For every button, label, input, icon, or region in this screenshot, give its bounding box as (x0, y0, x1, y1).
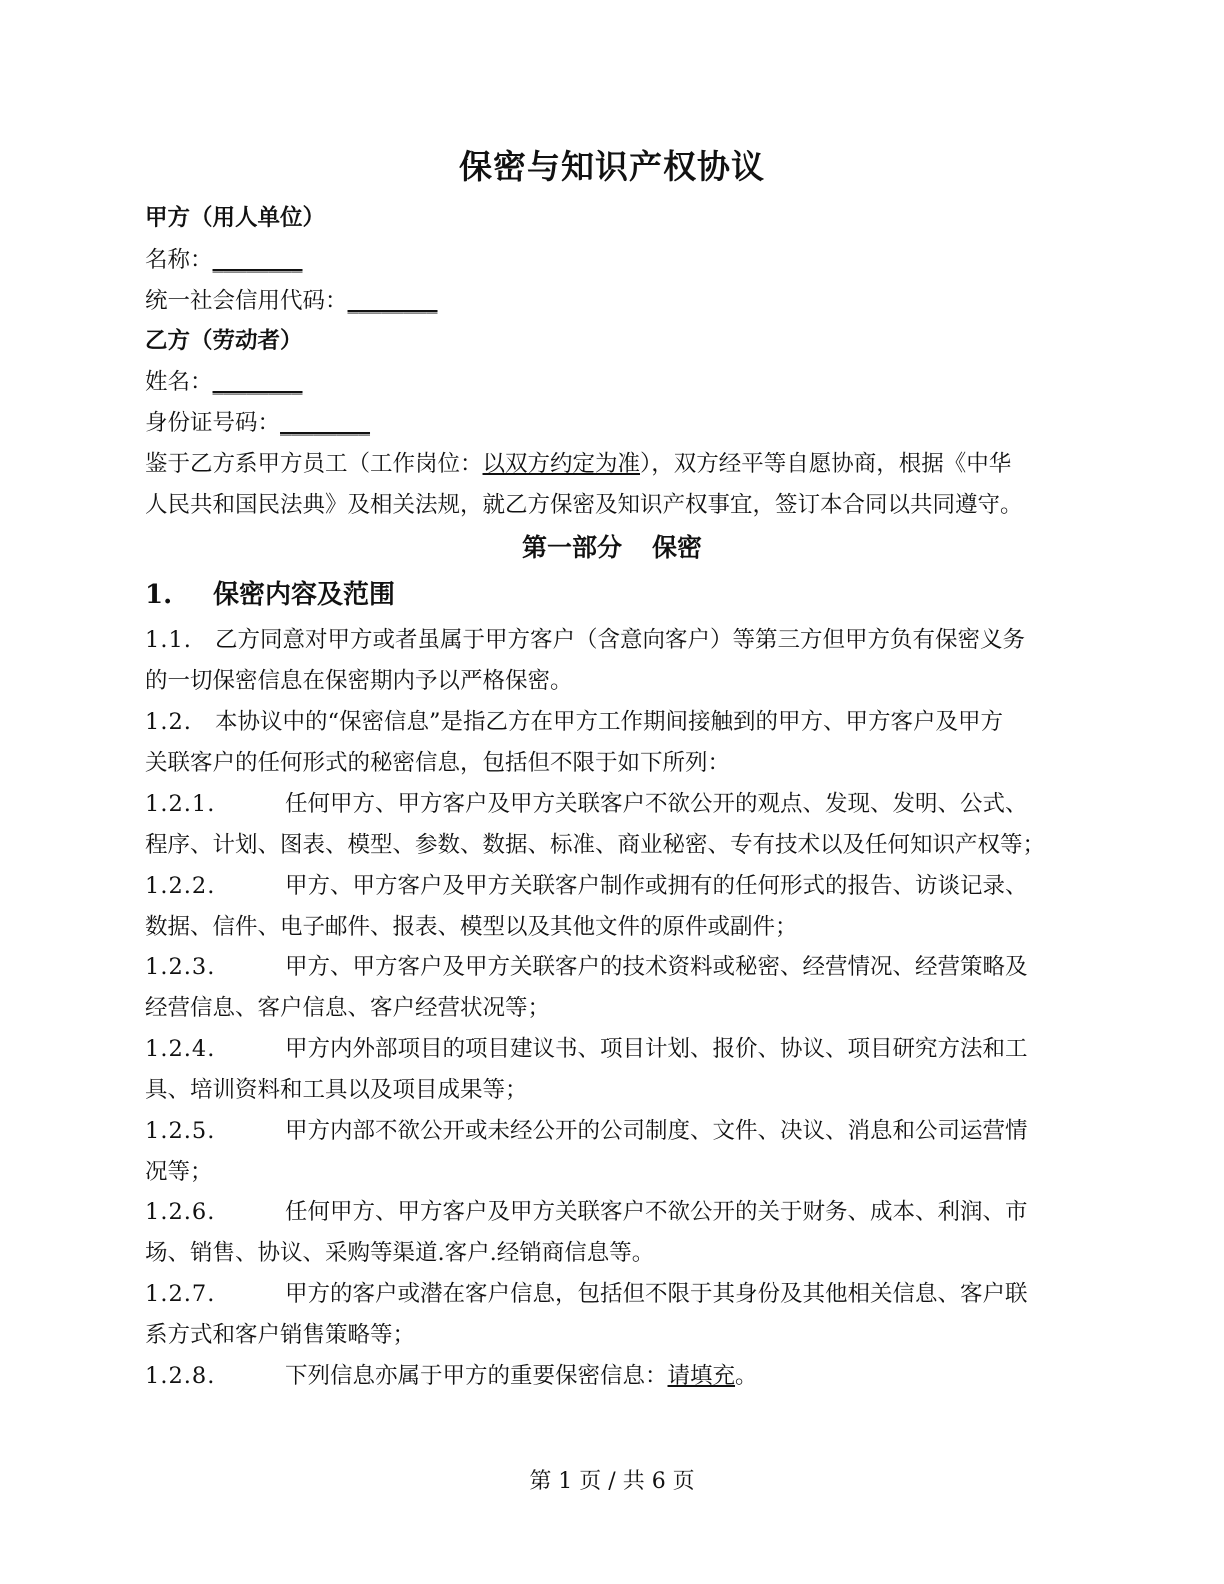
party-b-id-field[interactable]: ________ (280, 410, 371, 436)
part-label: 第一部分 (521, 533, 622, 562)
party-a-credit-code-row (145, 281, 1085, 321)
party-b-id-label: 身份证号码： (145, 410, 281, 436)
clause-number: 1.2.4. (145, 1036, 216, 1062)
clause-text: 任何甲方、甲方客户及甲方关联客户不欲公开的观点、发现、发明、公式、 (285, 791, 1028, 817)
clause-line (145, 784, 1085, 824)
party-b-name-row (145, 362, 1085, 402)
party-a-name-row (145, 240, 1085, 280)
clause-line (145, 947, 1085, 987)
clause-text: 甲方的客户或潜在客户信息，包括但不限于其身份及其他相关信息、客户联 (285, 1281, 1028, 1307)
part-title: 保密 (652, 533, 703, 562)
clause-number: 1.2.5. (145, 1118, 216, 1144)
preamble-suffix: ），双方经平等自愿协商，根据《中华 (640, 451, 1012, 477)
clause-text: 甲方、甲方客户及甲方关联客户的技术资料或秘密、经营情况、经营策略及 (285, 954, 1028, 980)
clause-number: 1.1. (145, 627, 192, 653)
clause-line: 数据、信件、电子邮件、报表、模型以及其他文件的原件或副件； (145, 914, 798, 940)
clause-line (145, 1274, 1085, 1314)
part-heading (0, 528, 1224, 568)
page-footer: 第 1 页 / 共 6 页 (529, 1469, 695, 1494)
clause-text: 下列信息亦属于甲方的重要保密信息： (285, 1363, 668, 1389)
party-b-name-field[interactable]: ________ (212, 369, 303, 395)
clause-number: 1.2.1. (145, 791, 216, 817)
clause-text: 甲方内部不欲公开或未经公开的公司制度、文件、决议、消息和公司运营情 (285, 1118, 1028, 1144)
clause-number: 1.2.2. (145, 873, 216, 899)
clause-line: 经营信息、客户信息、客户经营状况等； (145, 995, 551, 1021)
party-a-credit-code-field[interactable]: ________ (347, 288, 438, 314)
document-title: 保密与知识产权协议 (459, 147, 765, 186)
clause-text: 乙方同意对甲方或者虽属于甲方客户（含意向客户）等第三方但甲方负有保密义务 (215, 627, 1026, 653)
party-a-name-field[interactable]: ________ (212, 247, 303, 273)
clause-text-end: 。 (735, 1363, 758, 1389)
clause-line: 场、销售、协议、采购等渠道.客户.经销商信息等。 (145, 1240, 655, 1266)
clause-line (145, 1111, 1085, 1151)
clause-line (145, 1029, 1085, 1069)
clause-line: 系方式和客户销售策略等； (145, 1322, 416, 1348)
party-b-id-row (145, 403, 1085, 443)
clause-line (145, 620, 1085, 660)
clause-number: 1.2.8. (145, 1363, 216, 1389)
clause-line: 具、培训资料和工具以及项目成果等； (145, 1077, 528, 1103)
clause-number: 1.2.7. (145, 1281, 216, 1307)
preamble-line-1 (145, 444, 1085, 484)
clause-line (145, 866, 1085, 906)
fill-in-field[interactable]: 请填充 (667, 1363, 736, 1389)
clause-text: 任何甲方、甲方客户及甲方关联客户不欲公开的关于财务、成本、利润、市 (285, 1199, 1028, 1225)
clause-line (145, 702, 1085, 742)
party-a-name-label: 名称： (145, 247, 213, 273)
clause-text: 甲方、甲方客户及甲方关联客户制作或拥有的任何形式的报告、访谈记录、 (285, 873, 1028, 899)
party-a-credit-code-label: 统一社会信用代码： (145, 288, 348, 314)
clause-number: 1.2.6. (145, 1199, 216, 1225)
clause-text: 甲方内外部项目的项目建议书、项目计划、报价、协议、项目研究方法和工 (285, 1036, 1028, 1062)
clause-line: 程序、计划、图表、模型、参数、数据、标准、商业秘密、专有技术以及任何知识产权等； (145, 832, 1046, 858)
clause-text: 本协议中的“保密信息”是指乙方在甲方工作期间接触到的甲方、甲方客户及甲方 (215, 709, 1004, 735)
clause-number: 1.2. (145, 709, 192, 735)
party-a-heading: 甲方（用人单位） (145, 205, 326, 231)
clause-line (145, 1192, 1085, 1232)
clause-line: 关联客户的任何形式的秘密信息，包括但不限于如下所列： (145, 750, 731, 776)
section-heading (145, 574, 1085, 616)
clause-line (145, 1356, 1085, 1396)
party-b-heading: 乙方（劳动者） (145, 328, 303, 354)
clause-number: 1.2.3. (145, 954, 216, 980)
preamble-prefix: 鉴于乙方系甲方员工（工作岗位： (145, 451, 483, 477)
clause-line: 况等； (145, 1159, 213, 1185)
clause-line: 的一切保密信息在保密期内予以严格保密。 (145, 668, 573, 694)
section-title: 保密内容及范围 (213, 580, 396, 610)
party-b-name-label: 姓名： (145, 369, 213, 395)
preamble-line-2: 人民共和国民法典》及相关法规，就乙方保密及知识产权事宜，签订本合同以共同遵守。 (145, 492, 1023, 518)
section-number: 1. (145, 580, 173, 610)
job-position-field[interactable]: 以双方约定为准 (482, 451, 641, 477)
